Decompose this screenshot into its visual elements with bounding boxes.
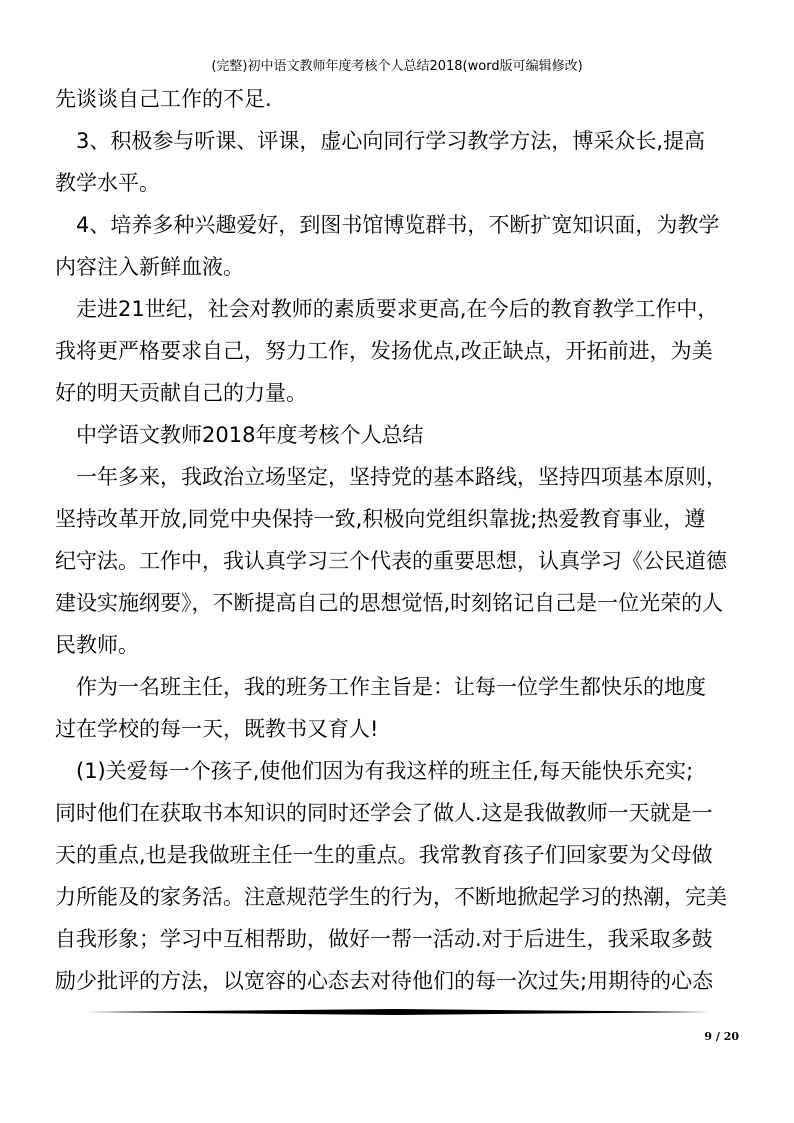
body-line: 民教师。	[55, 633, 139, 657]
page-number: 9 / 20	[704, 1030, 739, 1043]
body-line: 我将更严格要求自己，努力工作，发扬优点,改正缺点，开拓前进，为美	[55, 339, 713, 363]
body-line: 内容注入新鲜血液。	[55, 255, 244, 279]
body-line: 好的明天贡献自己的力量。	[55, 381, 307, 405]
body-line: 自我形象；学习中互相帮助，做好一帮一活动.对于后进生，我采取多鼓	[55, 927, 713, 951]
section-heading: 中学语文教师2018年度考核个人总结	[55, 423, 424, 447]
body-line: 走进21世纪，社会对教师的素质要求更高,在今后的教育教学工作中，	[55, 297, 719, 321]
body-line: 力所能及的家务活。注意规范学生的行为，不断地掀起学习的热潮，完美	[55, 885, 727, 909]
body-line: 天的重点,也是我做班主任一生的重点。我常教育孩子们回家要为父母做	[55, 843, 713, 867]
body-line: (1)关爱每一个孩子,使他们因为有我这样的班主任,每天能快乐充实;	[55, 759, 694, 783]
body-line: 一年多来，我政治立场坚定，坚持党的基本路线，坚持四项基本原则，	[55, 465, 727, 489]
body-line: 作为一名班主任，我的班务工作主旨是：让每一位学生都快乐的地度	[55, 675, 706, 699]
body-line: 4、培养多种兴趣爱好，到图书馆博览群书，不断扩宽知识面，为教学	[55, 213, 720, 237]
body-line: 励少批评的方法，以宽容的心态去对待他们的每一次过失;用期待的心态	[55, 969, 714, 993]
body-line: 教学水平。	[55, 171, 160, 195]
document-body	[55, 78, 745, 1002]
body-line: 同时他们在获取书本知识的同时还学会了做人.这是我做教师一天就是一	[55, 801, 713, 825]
body-line: 纪守法。工作中，我认真学习三个代表的重要思想，认真学习《公民道德	[55, 549, 727, 573]
document-header: (完整)初中语文教师年度考核个人总结2018(word版可编辑修改)	[211, 59, 583, 74]
footer-divider	[85, 1009, 710, 1015]
body-line: 建设实施纲要》，不断提高自己的思想觉悟,时刻铭记自己是一位光荣的人	[55, 591, 724, 615]
body-line: 3、积极参与听课、评课，虚心向同行学习教学方法，博采众长,提高	[55, 129, 706, 153]
body-line: 坚持改革开放,同党中央保持一致,积极向党组织靠拢;热爱教育事业，遵	[55, 507, 706, 531]
body-line: 先谈谈自己工作的不足.	[55, 87, 272, 111]
body-line: 过在学校的每一天，既教书又育人!	[55, 717, 379, 741]
